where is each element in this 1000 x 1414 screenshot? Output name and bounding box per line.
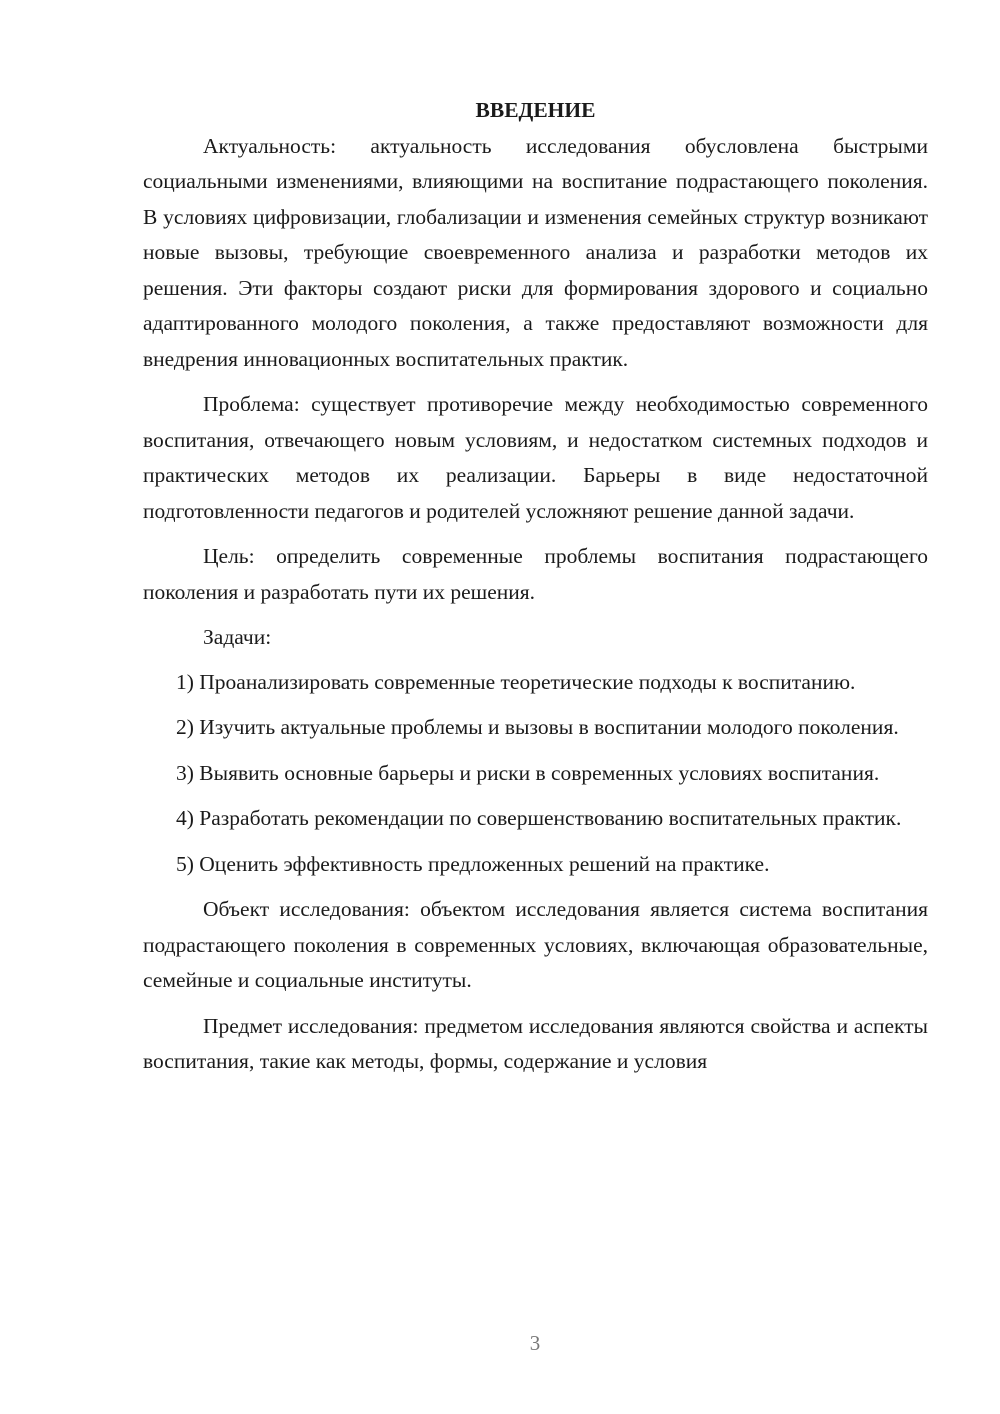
paragraph-subject: Предмет исследования: предметом исследования являются свойства и аспекты воспитания, такие как методы, формы, содержание и условия <box>143 1013 928 1073</box>
tasks-heading: Задачи: <box>203 625 272 649</box>
document-page <box>143 93 928 1090</box>
paragraph-goal: Цель: определить современные проблемы воспитания подрастающего поколения и разработать пути их решения. <box>143 544 928 604</box>
list-item: 3) Выявить основные барьеры и риски в современных условиях воспитания. <box>176 760 880 785</box>
list-item: 1) Проанализировать современные теоретические подходы к воспитанию. <box>176 669 856 694</box>
list-item: 4) Разработать рекомендации по совершенствованию воспитательных практик. <box>176 806 902 830</box>
list-item: 2) Изучить актуальные проблемы и вызовы в воспитании молодого поколения. <box>176 715 899 739</box>
list-item: 5) Оценить эффективность предложенных решений на практике. <box>176 851 770 876</box>
paragraph-object: Объект исследования: объектом исследования является система воспитания подрастающего поколения в современных условиях, включающая образовательные, семейные и социальные институты. <box>143 897 928 992</box>
page-number: 3 <box>529 1331 541 1355</box>
paragraph-relevance: Актуальность: актуальность исследования обусловлена быстрыми социальными изменениями, влияющими на воспитание подрастающего поколения. В условиях цифровизации, глобализации и изменения семейных структур возникают новые вызовы, требующие своевременного анализа и разработки методов их решения. Эти факторы создают риски для формирования здорового и социально адаптированного молодого поколения, а также предоставляют возможности для внедрения инновационных воспитательных практик. <box>143 133 928 371</box>
section-title: ВВЕДЕНИЕ <box>475 98 596 122</box>
tasks-list <box>143 665 928 883</box>
paragraph-problem: Проблема: существует противоречие между необходимостью современного воспитания, отвечающего новым условиям, и недостатком системных подходов и практических методов их реализации. Барьеры в виде недостаточной подготовленности педагогов и родителей усложняют решение данной задачи. <box>143 392 928 523</box>
